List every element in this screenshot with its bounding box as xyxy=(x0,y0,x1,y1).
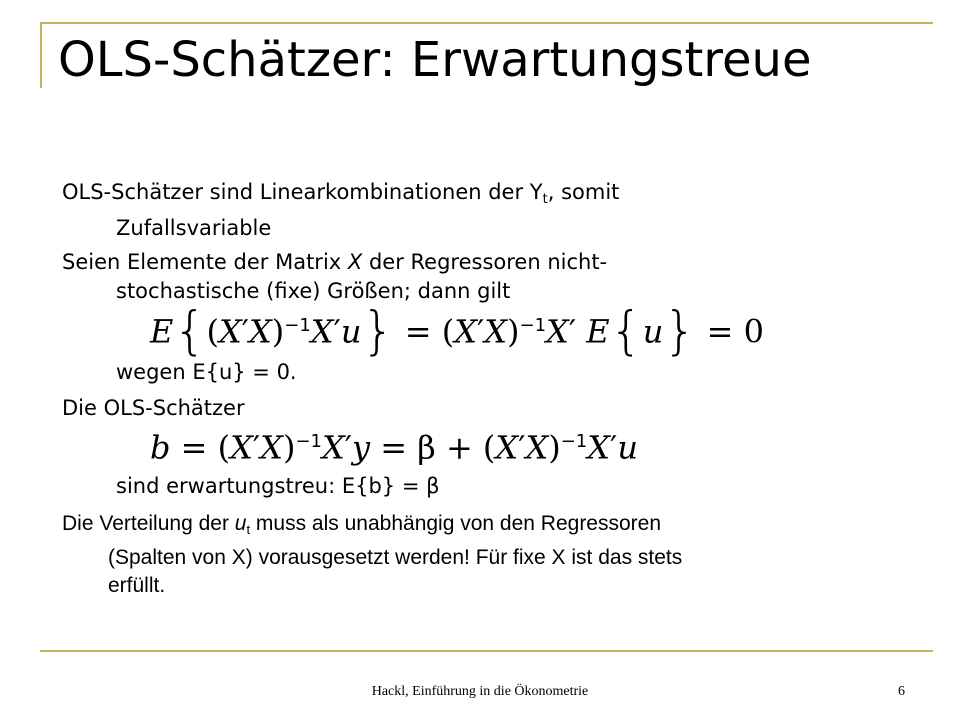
paragraph-ols-linear: OLS-Schätzer sind Linearkombinationen der $Y_t$, somit Zufallsvariable xyxy=(62,180,620,240)
text-because-eu-zero: wegen E{u} = 0. xyxy=(116,360,297,384)
text-unbiased: sind erwartungstreu: E{b} = β xyxy=(116,474,440,498)
formula-expectation: $E\{(X'X)^{-1}X'u\} = (X'X)^{-1}X'$ E{u} = 0 xyxy=(150,301,764,362)
paragraph-matrix-x: Seien Elemente der Matrix X der Regressoren nicht- stochastische (fixe) Größen; dann gilt xyxy=(62,250,608,303)
page-number: 6 xyxy=(898,684,905,699)
footer-text: Hackl, Einführung in die Ökonometrie xyxy=(371,684,589,699)
slide-title: OLS-Schätzer: Erwartungstreue xyxy=(58,32,812,88)
bottom-rule xyxy=(40,650,933,652)
paragraph-distribution: Die Verteilung der $u_t$ muss als unabhängig von den Regressoren (Spalten von X) vorausgesetzt werden! Für fixe X ist das stets erfüllt. xyxy=(62,512,683,597)
paragraph-ols-estimator: Die OLS-Schätzer xyxy=(62,396,245,420)
formula-b-definition: $b = (X'X)^{-1}X'y = \beta + (X'X)^{-1}X'u$ xyxy=(150,428,638,467)
